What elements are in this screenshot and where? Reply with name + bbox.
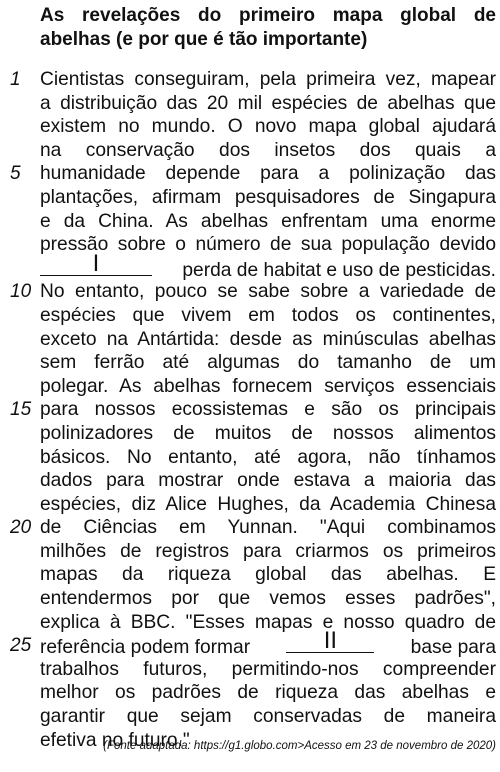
text-line [10,162,496,186]
line-text: dados para mostrar onde estava a maioria das [40,470,496,492]
text-line [40,493,496,517]
text-line [40,304,496,328]
text-line [40,563,496,587]
text-line [40,351,496,375]
line-text: a distribuição das 20 mil espécies de abelhas que [40,92,496,114]
line-text: e da China. As abelhas enfrentam uma enorme [40,210,496,232]
line-number: 25 [10,635,32,657]
line-text: mapas da riqueza global das abelhas. E [40,564,496,586]
line-number: 5 [10,163,21,185]
line-text: perda de habitat e uso de pesticidas. [182,259,496,281]
line-text: sem ferrão até algumas do tamanho de um [40,352,496,374]
text-line [40,210,496,234]
text-line [10,627,496,659]
line-text: melhor os padrões de riqueza das abelhas e [40,682,496,704]
source-citation: (Fonte adaptada: https://g1.globo.com>Acesso em 23 de novembro de 2020) [103,740,496,752]
line-text: na conservação dos insetos dos quais a [40,139,496,161]
text-line [40,328,496,352]
line-text: polegar. As abelhas fornecem serviços essenciais [40,375,496,397]
article-title: As revelações do primeiro mapa global de abelhas (e por que é tão importante) [40,5,496,50]
text-line [40,92,496,116]
text-line [40,469,496,493]
line-text: plantações, afirmam pesquisadores de Singapura [40,186,496,208]
line-number: 10 [10,281,32,303]
line-text: Cientistas conseguiram, pela primeira vez, mapear [40,69,496,90]
line-text: milhões de registros para criarmos os primeiros [40,540,496,562]
text-line [10,516,496,540]
line-text: referência podem formar [40,637,251,659]
line-text: básicos. No entanto, até agora, não tínhamos [40,446,496,468]
text-line [40,658,496,682]
line-text: pressão sobre o número de sua população devido [40,234,496,256]
text-line [40,540,496,564]
line-number: 1 [10,69,21,90]
line-text: efetiva no futuro." [40,729,190,751]
article-body [10,68,496,752]
line-text: entendermos por que vemos esses padrões", [40,588,496,610]
text-line [40,115,496,139]
line-text: polinizadores de muitos de nossos alimentos [40,422,496,444]
blank-marker: I [92,249,100,277]
text-line [10,398,496,422]
text-line [10,68,496,92]
text-line [40,611,496,635]
text-line [40,186,496,210]
line-text: existem no mundo. O novo mapa global ajudará [40,116,496,138]
line-text: humanidade depende para a polinização das [40,163,496,185]
text-line [40,422,496,446]
line-text: de Ciências em Yunnan. "Aqui combinamos [40,517,496,539]
line-text: exceto na Antártida: desde as minúsculas abelhas [40,328,496,350]
line-number: 20 [10,517,32,539]
line-text: explica à BBC. "Esses mapas e nosso quadro de [40,611,496,633]
line-text: base para [410,637,496,659]
fill-in-blank [40,249,152,277]
line-text: garantir que sejam conservadas de maneira [40,706,496,728]
text-line [40,375,496,399]
text-line [10,280,496,304]
text-line [40,249,496,281]
line-number: 15 [10,399,32,421]
line-text: espécies que vivem em todos os continentes, [40,304,496,326]
fill-in-blank [286,627,374,655]
text-line [40,446,496,470]
line-text: espécies, diz Alice Hughes, da Academia Chinesa [40,493,496,515]
line-text: para nossos ecossistemas e são os principais [40,399,496,421]
line-text: trabalhos futuros, permitindo-nos compreender [40,658,496,680]
line-text: No entanto, pouco se sabe sobre a variedade de [40,281,496,303]
text-line [40,705,496,729]
text-line [40,587,496,611]
blank-marker: II [323,627,338,655]
text-line [40,681,496,705]
text-line [40,139,496,163]
